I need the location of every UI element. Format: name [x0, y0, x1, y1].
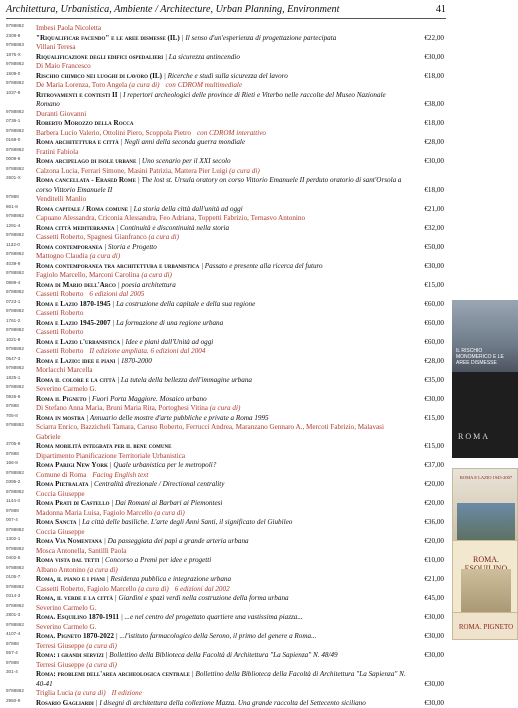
cover-roma-e-lazio: ROMA E LAZIO 1945-2007	[452, 468, 518, 554]
isbn-code: 1132-0	[6, 243, 34, 248]
catalog-entry-line	[6, 366, 446, 376]
catalog-entry-line	[6, 81, 446, 91]
isbn-code: 97888	[6, 642, 34, 647]
book-subtitle: | Uno scenario per il XXI secolo	[138, 157, 230, 165]
book-subtitle: | Quale urbanistica per le metropoli?	[110, 461, 217, 469]
isbn-code: 2950-9	[6, 699, 34, 704]
isbn-code: 0926-6	[6, 395, 34, 400]
catalog-entry-line	[6, 566, 446, 576]
catalog-entry-line	[6, 537, 446, 547]
catalog-entry-line	[6, 594, 446, 604]
author-line: Di Maio Francesco	[36, 62, 91, 70]
isbn-code: 1291-4	[6, 224, 34, 229]
isbn-code: 9788862	[6, 490, 34, 495]
book-subtitle: | Negli anni della seconda guerra mondiale	[121, 138, 246, 146]
catalog-list	[6, 24, 446, 708]
catalog-entry-line	[6, 195, 446, 205]
price: €22,00	[424, 34, 444, 44]
price: €30,00	[424, 651, 444, 661]
author-line: Sciarra Enrico, Bazzicheli Tamara, Caruso Roberto, Ferrucci Andrea, Maranzano Gennaro A., Mercoti Fabrizio, Malavasi Gabriele	[36, 423, 384, 441]
book-title: Roma città mediterranea	[36, 224, 114, 232]
book-subtitle: | The lost st. Ursula oratory on corso Vittorio Emanuele II perduto oratorio di sant'Orsola a corso Vittorio Emanuele II	[36, 176, 402, 194]
catalog-entry-line	[6, 138, 446, 148]
isbn-code: 9788862	[6, 309, 34, 314]
catalog-entry-line	[6, 414, 446, 424]
catalog-entry-line	[6, 670, 446, 689]
book-title: Roma architettura e città	[36, 138, 119, 146]
isbn-code: 1875-X	[6, 53, 34, 58]
isbn-code: 9788862	[6, 214, 34, 219]
catalog-entry-line	[6, 699, 446, 708]
book-title: Roma Via Nomentana	[36, 537, 102, 545]
isbn-code: 9788862	[6, 347, 34, 352]
catalog-entry-line	[6, 642, 446, 652]
book-title: Roberto Morozzo della Rocca	[36, 119, 133, 127]
book-title: Roma e Lazio: idee e piani	[36, 357, 115, 365]
price: €60,00	[424, 319, 444, 329]
price: €30,00	[424, 680, 444, 690]
isbn-code: 1825-1	[6, 376, 34, 381]
author-line: Venditelli Manlio	[36, 195, 86, 203]
book-subtitle: | Ricerche e studi sulla sicurezza del lavoro	[164, 72, 288, 80]
book-title: Roma. Esquilino 1870-1911	[36, 613, 119, 621]
author-line: Terresi Giuseppe (a cura di)	[36, 661, 117, 669]
price: €21,00	[424, 575, 444, 585]
book-title: Rosario Gagliardi	[36, 699, 94, 707]
catalog-entry-line	[6, 499, 446, 509]
cover-roma-architettura-citta: ROMA	[452, 372, 518, 458]
isbn-code: 97888	[6, 661, 34, 666]
price: €18,00	[424, 186, 444, 196]
price: €21,00	[424, 205, 444, 215]
book-subtitle: | Bollettino della Biblioteca della Facoltà di Architettura "La Sapienza" N. 48/49	[106, 651, 338, 659]
book-title: Roma Prati di Castello	[36, 499, 110, 507]
book-subtitle: | Giardini e spazi verdi nella costruzione della forma urbana	[115, 594, 289, 602]
price: €37,00	[424, 461, 444, 471]
author-line: Fagiolo Marcello, Marconi Carolina (a cura di)	[36, 271, 172, 279]
isbn-code: 705-8	[6, 414, 34, 419]
isbn-code: 97888	[6, 509, 34, 514]
price: €15,00	[424, 281, 444, 291]
book-subtitle: | Residenza pubblica e integrazione urbana	[107, 575, 231, 583]
catalog-entry-line	[6, 328, 446, 338]
author-line: Capuano Alessandra, Criconia Alessandra, Feo Adriana, Toppetti Fabrizio, Ternasvo Antonino	[36, 214, 305, 222]
author-line: Duranti Giovanni	[36, 110, 86, 118]
price: €45,00	[424, 594, 444, 604]
author-line: Severino Carmelo G.	[36, 623, 96, 631]
isbn-code: 2601-X	[6, 176, 34, 181]
header-rule	[6, 18, 446, 19]
cover-riqualificar-facendo: IL RISCHIO MONOMERICO E LE AREE DISMESSE	[452, 300, 518, 386]
isbn-code: 1144-3	[6, 499, 34, 504]
isbn-code: 97888	[6, 404, 34, 409]
catalog-entry-line	[6, 632, 446, 642]
isbn-code: 0736-1	[6, 119, 34, 124]
book-subtitle: | Idee e piani dall'Unità ad oggi	[122, 338, 214, 346]
catalog-entry-line	[6, 233, 446, 243]
catalog-entry-line	[6, 53, 446, 63]
isbn-code: 9788862	[6, 81, 34, 86]
book-title: Roma in mostra	[36, 414, 84, 422]
catalog-entry-line	[6, 148, 446, 158]
book-subtitle: | La sicurezza antincendio	[165, 53, 240, 61]
isbn-code: 1761-2	[6, 319, 34, 324]
catalog-entry-line	[6, 319, 446, 329]
isbn-code: 9788862	[6, 423, 34, 428]
book-title: Roma e Lazio l'urbanistica	[36, 338, 120, 346]
price: €15,00	[424, 442, 444, 452]
isbn-code: 301-4	[6, 670, 34, 675]
catalog-entry-line	[6, 480, 446, 490]
book-title: Roma Sancta	[36, 518, 77, 526]
catalog-entry-line	[6, 129, 446, 139]
price: €30,00	[424, 632, 444, 642]
price: €30,00	[424, 395, 444, 405]
catalog-entry-line	[6, 556, 446, 566]
book-subtitle: | ...e nel centro del progettato quartiere una vastissima piazza...	[121, 613, 303, 621]
book-title: Roma capitale / Roma comune	[36, 205, 128, 213]
catalog-entry-line	[6, 157, 446, 167]
isbn-code: 9788862	[6, 528, 34, 533]
catalog-entry-line	[6, 404, 446, 414]
book-subtitle: | I repertori archeologici delle province di Rieti e Viterbo nelle raccolte del Museo Nazionale Romano	[36, 91, 386, 109]
catalog-entry-line	[6, 509, 446, 519]
isbn-code: 4039-9	[6, 262, 34, 267]
catalog-entry-line	[6, 461, 446, 471]
price: €20,00	[424, 480, 444, 490]
book-title: Riqualificazione degli edifici ospedalieri	[36, 53, 163, 61]
isbn-code: 9788862	[6, 233, 34, 238]
catalog-entry-line	[6, 271, 446, 281]
price: €28,00	[424, 138, 444, 148]
catalog-entry-line	[6, 623, 446, 633]
author-line: Comune di Roma	[36, 471, 86, 479]
author-line: Barbera Lucio Valerio, Ottolini Piero, Scoppola Pietro	[36, 129, 191, 137]
book-subtitle: | Passato e presente alla ricerca del futuro	[201, 262, 323, 270]
author-line: Cassetti Roberto	[36, 290, 83, 298]
catalog-entry-line	[6, 471, 446, 481]
page-header	[6, 4, 446, 18]
book-subtitle: | Concorso a Premi per idee e progetti	[101, 556, 211, 564]
catalog-entry-line	[6, 309, 446, 319]
book-title: Roma il Pigneto	[36, 395, 87, 403]
author-line: Severino Carmelo G.	[36, 385, 96, 393]
catalog-entry-line	[6, 651, 446, 661]
catalog-entry-line	[6, 62, 446, 72]
catalog-entry-line	[6, 689, 446, 699]
price: €30,00	[424, 262, 444, 272]
catalog-entry-line	[6, 243, 446, 253]
catalog-entry-line	[6, 205, 446, 215]
author-line: Imbesi Paola Nicoletta	[36, 24, 101, 32]
catalog-entry-line	[6, 376, 446, 386]
isbn-code: 2801-3	[6, 613, 34, 618]
catalog-entry-line	[6, 24, 446, 34]
isbn-code: 9788862	[6, 167, 34, 172]
author-line: Severino Carmelo G.	[36, 604, 96, 612]
cover-roma-pigneto: ROMA. PIGNETO	[452, 612, 518, 640]
isbn-code: 9788862	[6, 471, 34, 476]
book-title: Roma cancellata - Erased Rome	[36, 176, 136, 184]
book-subtitle: | Bollettino della Biblioteca della Facoltà di Architettura "La Sapienza" N. 40-41	[36, 670, 406, 688]
book-title: Roma e Lazio 1945-2007	[36, 319, 111, 327]
catalog-entry-line	[6, 110, 446, 120]
catalog-entry-line	[6, 281, 446, 291]
catalog-entry-line	[6, 661, 446, 671]
book-title: Ritrovamenti e contesti II	[36, 91, 118, 99]
author-line: Triglia Lucia (a cura di)	[36, 689, 106, 697]
isbn-code: 9788862	[6, 62, 34, 67]
isbn-code: 166-8	[6, 461, 34, 466]
isbn-code: 9788862	[6, 271, 34, 276]
isbn-code: 97888	[6, 452, 34, 457]
author-line: Di Stefano Anna Maria, Bruni Maria Rita, Portoghesi Vitina (a cura di)	[36, 404, 240, 412]
book-title: Roma Pietralata	[36, 480, 89, 488]
book-title: Roma mobilità integrata per il bene comune	[36, 442, 171, 450]
price: €15,00	[424, 414, 444, 424]
book-subtitle: | I disegni di architettura della collezione Mazza. Una grande raccolta del Settecento siciliano	[96, 699, 366, 707]
book-subtitle: | La tutela della bellezza dell'immagine urbana	[117, 376, 252, 384]
isbn-code: 0402-5	[6, 556, 34, 561]
isbn-code: 0889-4	[6, 281, 34, 286]
catalog-entry-line	[6, 442, 446, 452]
isbn-code: 9788862	[6, 585, 34, 590]
catalog-entry-line	[6, 575, 446, 585]
book-title: Roma vista dal tetti	[36, 556, 100, 564]
book-subtitle: | poesia architettura	[118, 281, 176, 289]
isbn-code: 9788862	[6, 110, 34, 115]
isbn-code: 9788862	[6, 148, 34, 153]
book-subtitle: | La formazione di una regione urbana	[112, 319, 223, 327]
edition-note: 6 edizioni dal 2002	[169, 585, 230, 593]
book-subtitle: | Da passeggiata dei papi a grande arteria urbana	[104, 537, 249, 545]
catalog-entry-line	[6, 357, 446, 367]
book-title: Roma contemporanea tra architettura e urbanistica	[36, 262, 199, 270]
book-title: "Riqualificar facendo" e le aree dismesse (IL)	[36, 34, 180, 42]
author-line: Madonna Maria Luisa, Fagiolo Marcello (a cura di)	[36, 509, 185, 517]
book-title: Roma, il verde e la città	[36, 594, 113, 602]
price: €30,00	[424, 613, 444, 623]
catalog-entry-line	[6, 176, 446, 195]
catalog-entry-line	[6, 385, 446, 395]
price: €20,00	[424, 499, 444, 509]
book-subtitle: | Dai Romani ai Barbari ai Piemontesi	[111, 499, 222, 507]
catalog-entry-line	[6, 119, 446, 129]
catalog-entry-line	[6, 547, 446, 557]
price: €50,00	[424, 243, 444, 253]
isbn-code: 4107-4	[6, 632, 34, 637]
book-title: Roma: problemi dell'area archeologica centrale	[36, 670, 190, 678]
page-title: Architettura, Urbanistica, Ambiente / Architecture, Urban Planning, Environment	[6, 4, 339, 15]
book-title: Roma arcipelago di isole urbane	[36, 157, 136, 165]
price: €60,00	[424, 300, 444, 310]
catalog-entry-line	[6, 338, 446, 348]
edition-note: II edizione ampliata. 6 edizioni dal 2004	[83, 347, 205, 355]
price: €35,00	[424, 376, 444, 386]
book-subtitle: | Continuità e discontinuità nella storia	[116, 224, 229, 232]
price: €28,00	[424, 357, 444, 367]
isbn-code: 9788862	[6, 290, 34, 295]
book-subtitle: | La città delle basiliche. L'arte degli Anni Santi, il significato del Giubileo	[78, 518, 292, 526]
isbn-code: 9788862	[6, 366, 34, 371]
book-title: Roma. Pigneto 1870-2022	[36, 632, 114, 640]
book-subtitle: | 1870-2000	[117, 357, 152, 365]
price: €60,00	[424, 338, 444, 348]
catalog-entry-line	[6, 43, 446, 53]
catalog-entry-line	[6, 91, 446, 110]
catalog-entry-line	[6, 224, 446, 234]
catalog-entry-line	[6, 395, 446, 405]
catalog-entry-line	[6, 490, 446, 500]
author-line: Mosca Antonella, Santilli Paola	[36, 547, 126, 555]
book-subtitle: | La storia della città dall'unità ad oggi	[130, 205, 243, 213]
isbn-code: 9788862	[6, 129, 34, 134]
author-line: Cassetti Roberto	[36, 328, 83, 336]
isbn-code: 0723-1	[6, 300, 34, 305]
cover-roma-esquilino: ROMA.	[452, 540, 518, 626]
edition-note: con CDROM interattivo	[191, 129, 266, 137]
isbn-code: 0314-3	[6, 594, 34, 599]
catalog-entry-line	[6, 423, 446, 442]
author-line: Fratini Fabiola	[36, 148, 78, 156]
catalog-entry-line	[6, 262, 446, 272]
price: €32,00	[424, 224, 444, 234]
book-title: Rischio chimico nei luoghi di lavoro (IL)	[36, 72, 162, 80]
book-subtitle: | Storia e Progetto	[104, 243, 157, 251]
isbn-code: 9788862	[6, 623, 34, 628]
book-title: Roma e Lazio 1870-1945	[36, 300, 111, 308]
price: €30,00	[424, 53, 444, 63]
isbn-code: 1021-8	[6, 338, 34, 343]
isbn-code: 97888	[6, 195, 34, 200]
author-line: Terresi Giuseppe (a cura di)	[36, 642, 117, 650]
author-line: Coccia Giuseppe	[36, 528, 85, 536]
isbn-code: 9788862	[6, 547, 34, 552]
isbn-code: 0395-2	[6, 480, 34, 485]
price: €38,00	[424, 100, 444, 110]
isbn-code: 9788862	[6, 689, 34, 694]
isbn-code: 0547-3	[6, 357, 34, 362]
edition-note: con CDROM multimediale	[160, 81, 243, 89]
catalog-entry-line	[6, 604, 446, 614]
isbn-code: 1302-1	[6, 537, 34, 542]
isbn-code: 9788862	[6, 566, 34, 571]
book-subtitle: | ...l'istituto farmacologico della Serono, il primo del genere a Roma...	[116, 632, 317, 640]
price: €10,00	[424, 556, 444, 566]
price: €18,00	[424, 119, 444, 129]
price: €36,00	[424, 518, 444, 528]
isbn-code: 557-4	[6, 651, 34, 656]
catalog-entry-line	[6, 613, 446, 623]
book-title: Roma di Mario dell'Arco	[36, 281, 116, 289]
isbn-code: 9788862	[6, 604, 34, 609]
author-line: Calzona Lucia, Ferrari Simone, Masini Patrizia, Mattera Pier Luigi (a cura di)	[36, 167, 260, 175]
book-subtitle: | Il senso d'un'esperienza di progettazione partecipata	[182, 34, 337, 42]
author-line: Morlacchi Marcella	[36, 366, 93, 374]
isbn-code: 1509-0	[6, 72, 34, 77]
price: €30,00	[424, 699, 444, 708]
author-line: Villani Teresa	[36, 43, 76, 51]
author-line: Coccia Giuseppe	[36, 490, 85, 498]
isbn-code: 2308-8	[6, 34, 34, 39]
catalog-entry-line	[6, 34, 446, 44]
author-line: Cassetti Roberto, Spagnesi Gianfranco (a cura di)	[36, 233, 179, 241]
book-title: Roma Parigi New York	[36, 461, 108, 469]
edition-note: II edizione	[106, 689, 142, 697]
isbn-code: 9788862	[6, 328, 34, 333]
book-title: Roma il colore e la città	[36, 376, 115, 384]
catalog-entry-line	[6, 518, 446, 528]
author-line: Dipartimento Pianificazione Territoriale Urbanistica	[36, 452, 185, 460]
catalog-entry-line	[6, 452, 446, 462]
catalog-entry-line	[6, 585, 446, 595]
catalog-entry-line	[6, 528, 446, 538]
isbn-code: 0009-6	[6, 157, 34, 162]
catalog-entry-line	[6, 72, 446, 82]
catalog-entry-line	[6, 300, 446, 310]
isbn-code: 9788862	[6, 385, 34, 390]
isbn-code: 007-4	[6, 518, 34, 523]
book-subtitle: | Fuori Porta Maggiore. Mosaico urbano	[88, 395, 206, 403]
page-number: 41	[436, 4, 446, 15]
isbn-code: 9788863	[6, 43, 34, 48]
author-line: Cassetti Roberto	[36, 309, 83, 317]
author-line: Cassetti Roberto, Fagiolo Marcello (a cura di)	[36, 585, 169, 593]
catalog-entry-line	[6, 167, 446, 177]
isbn-code: 0105-7	[6, 575, 34, 580]
price: €20,00	[424, 537, 444, 547]
edition-note: Facing English text	[86, 471, 148, 479]
isbn-code: 9788862	[6, 24, 34, 29]
price: €18,00	[424, 72, 444, 82]
book-title: Roma, il piano e i piani	[36, 575, 105, 583]
isbn-code: 861-8	[6, 205, 34, 210]
author-line: Mattogno Claudia (a cura di)	[36, 252, 120, 260]
isbn-code: 0168-0	[6, 138, 34, 143]
book-title: Roma contemporanea	[36, 243, 102, 251]
price: €30,00	[424, 157, 444, 167]
catalog-entry-line	[6, 214, 446, 224]
book-subtitle: | Annuario delle mostre d'arte pubbliche e private a Roma 1995	[86, 414, 268, 422]
catalog-entry-line	[6, 290, 446, 300]
author-line: De Maria Lorenza, Toro Angela (a cura di)	[36, 81, 160, 89]
isbn-code: 3705-9	[6, 442, 34, 447]
book-title: Roma: i grandi servizi	[36, 651, 104, 659]
author-line: Cassetti Roberto	[36, 347, 83, 355]
catalog-entry-line	[6, 252, 446, 262]
book-subtitle: | La costruzione della capitale e della sua regione	[112, 300, 255, 308]
catalog-entry-line	[6, 347, 446, 357]
isbn-code: 1037-8	[6, 91, 34, 96]
isbn-code: 9788862	[6, 252, 34, 257]
book-subtitle: | Centralità direzionale / Directional centrality	[90, 480, 224, 488]
edition-note: 6 edizioni dal 2005	[83, 290, 144, 298]
author-line: Albano Antonino (a cura di)	[36, 566, 118, 574]
